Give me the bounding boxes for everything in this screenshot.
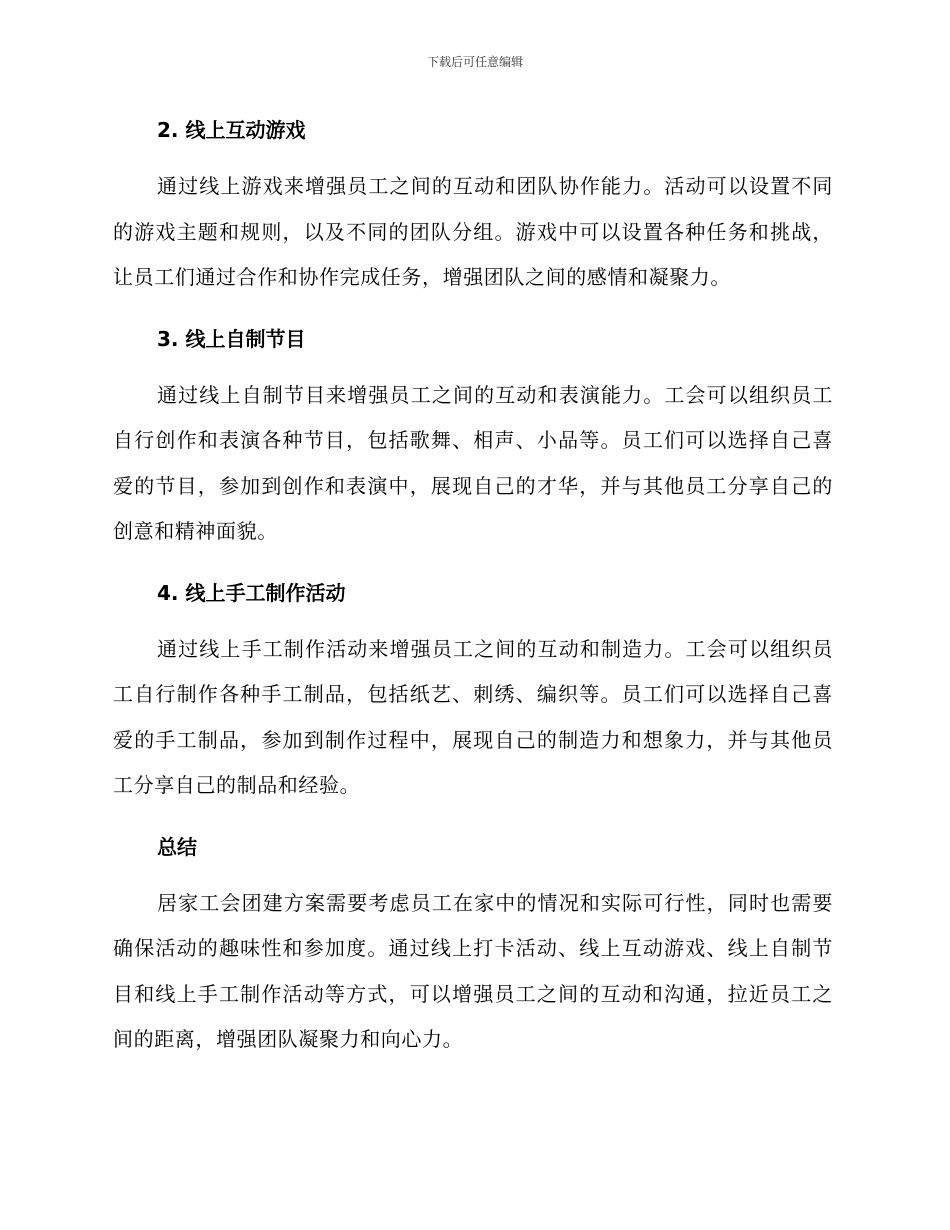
section-paragraph-online-games: 通过线上游戏来增强员工之间的互动和团队协作能力。活动可以设置不同的游戏主题和规则，以及不同的团队分组。游戏中可以设置各种任务和挑战，让员工们通过合作和协作完成任务，增强团队之间的感情和凝聚力。 [113,174,833,289]
document-body [113,110,833,1081]
section-heading-summary: 总结 [157,834,197,859]
section-heading-handcraft: 4. 线上手工制作活动 [157,580,346,605]
section-paragraph-handcraft: 通过线上手工制作活动来增强员工之间的互动和制造力。工会可以组织员工自行制作各种手工制品，包括纸艺、刺绣、编织等。员工们可以选择自己喜爱的手工制品，参加到制作过程中，展现自己的制造力和想象力，并与其他员工分享自己的制品和经验。 [113,636,833,797]
section-heading-online-games: 2. 线上互动游戏 [157,118,306,142]
section-paragraph-self-made-shows: 通过线上自制节目来增强员工之间的互动和表演能力。工会可以组织员工自行创作和表演各种节目，包括歌舞、相声、小品等。员工们可以选择自己喜爱的节目，参加到创作和表演中，展现自己的才华，并与其他员工分享自己的创意和精神面貌。 [113,382,833,543]
page-header: 下载后可任意编辑 [426,55,523,69]
section-paragraph-summary: 居家工会团建方案需要考虑员工在家中的情况和实际可行性，同时也需要确保活动的趣味性和参加度。通过线上打卡活动、线上互动游戏、线上自制节目和线上手工制作活动等方式，可以增强员工之间的互动和沟通，拉近员工之间的距离，增强团队凝聚力和向心力。 [113,890,833,1051]
section-heading-self-made-shows: 3. 线上自制节目 [157,326,306,351]
